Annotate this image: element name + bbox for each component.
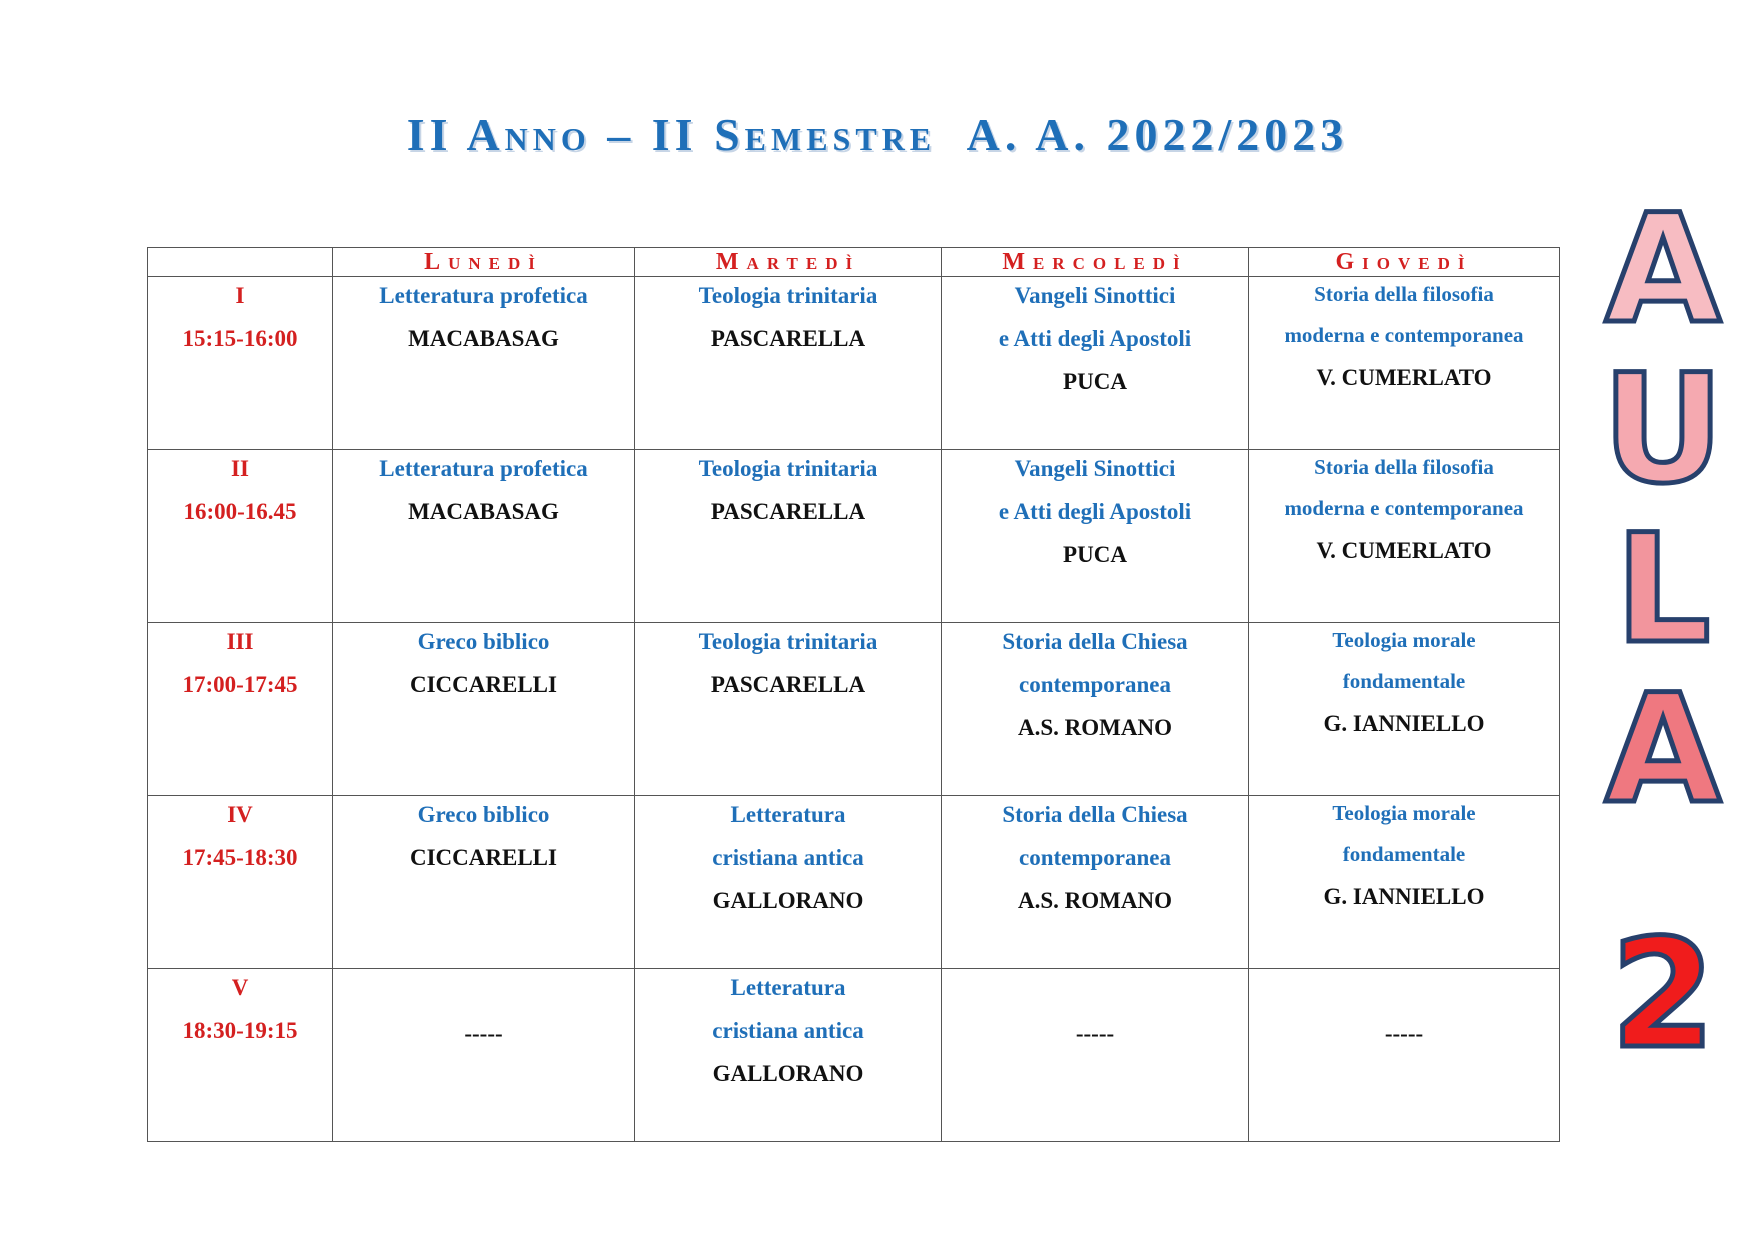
teacher-name: PUCA	[1063, 542, 1127, 567]
slot-time: 16:00-16.45	[183, 499, 297, 524]
teacher-name: PUCA	[1063, 369, 1127, 394]
course-name: Letteratura profetica	[379, 456, 588, 481]
slot-time: 18:30-19:15	[182, 1018, 298, 1043]
slot-number: V	[231, 975, 249, 1000]
time-slot-row	[148, 277, 1560, 450]
day-header: Mercoledì	[942, 248, 1249, 277]
teacher-name: PASCARELLA	[710, 326, 866, 351]
slot-cell	[148, 277, 333, 450]
course-name: Teologia trinitaria	[698, 456, 878, 481]
lesson-cell	[1249, 969, 1560, 1142]
teacher-name: V. CUMERLATO	[1316, 365, 1492, 390]
lesson-cell	[333, 277, 635, 450]
lesson-cell	[1249, 623, 1560, 796]
teacher-name: GALLORANO	[712, 888, 864, 913]
room-label-char: 2	[1610, 908, 1716, 1082]
lesson-cell	[333, 623, 635, 796]
teacher-name: PASCARELLA	[710, 672, 866, 697]
lesson-cell	[635, 450, 942, 623]
room-label-char: L	[1615, 503, 1711, 677]
time-slot-row	[148, 969, 1560, 1142]
course-name: Vangeli Sinottici	[1014, 456, 1176, 481]
course-name: e Atti degli Apostoli	[998, 326, 1192, 351]
course-name: moderna e contemporanea	[1284, 496, 1524, 520]
teacher-name: A.S. ROMANO	[1018, 715, 1172, 740]
course-name: Greco biblico	[417, 629, 550, 654]
page-title: II Anno – II Semestre A. A. 2022/2023	[406, 109, 1349, 160]
time-slot-row	[148, 450, 1560, 623]
course-name: Teologia trinitaria	[698, 629, 878, 654]
course-name: moderna e contemporanea	[1284, 323, 1524, 347]
teacher-name: CICCARELLI	[410, 672, 557, 697]
teacher-name: G. IANNIELLO	[1323, 884, 1485, 909]
teacher-name: A.S. ROMANO	[1018, 888, 1172, 913]
lesson-cell	[942, 969, 1249, 1142]
day-header: Martedì	[635, 248, 942, 277]
slot-number: II	[231, 456, 249, 481]
teacher-name: PASCARELLA	[710, 499, 866, 524]
course-name: Letteratura	[730, 802, 846, 827]
lesson-cell	[1249, 277, 1560, 450]
lesson-cell	[333, 969, 635, 1142]
course-name: contemporanea	[1018, 672, 1172, 697]
empty-slot: -----	[1384, 1021, 1424, 1046]
course-name: contemporanea	[1018, 845, 1172, 870]
lesson-cell	[333, 450, 635, 623]
course-name: Letteratura	[730, 975, 846, 1000]
timetable-body	[148, 277, 1560, 1142]
time-slot-row	[148, 623, 1560, 796]
course-name: Teologia morale	[1332, 628, 1476, 652]
course-name: Storia della Chiesa	[1002, 802, 1188, 827]
course-name: e Atti degli Apostoli	[998, 499, 1192, 524]
header-corner	[148, 248, 333, 277]
slot-cell	[148, 623, 333, 796]
slot-number: I	[235, 283, 245, 308]
room-label-char: A	[1604, 183, 1722, 357]
lesson-cell	[942, 450, 1249, 623]
lesson-cell	[942, 796, 1249, 969]
empty-slot: -----	[1075, 1021, 1115, 1046]
slot-number: IV	[227, 802, 253, 827]
lesson-cell	[942, 277, 1249, 450]
lesson-cell	[635, 277, 942, 450]
teacher-name: V. CUMERLATO	[1316, 538, 1492, 563]
timetable	[147, 247, 1560, 1142]
day-header: Giovedì	[1249, 248, 1560, 277]
slot-cell	[148, 796, 333, 969]
empty-slot: -----	[464, 1021, 503, 1046]
course-name: Teologia morale	[1332, 801, 1476, 825]
header-row	[148, 248, 1560, 277]
teacher-name: MACABASAG	[408, 326, 559, 351]
room-label-char: U	[1602, 343, 1724, 517]
teacher-name: GALLORANO	[712, 1061, 864, 1086]
slot-number: III	[226, 629, 254, 654]
course-name: Storia della Chiesa	[1002, 629, 1188, 654]
room-label-char: A	[1604, 663, 1722, 837]
slot-time: 15:15-16:00	[182, 326, 298, 351]
lesson-cell	[942, 623, 1249, 796]
lesson-cell	[1249, 450, 1560, 623]
slot-time: 17:45-18:30	[182, 845, 298, 870]
course-name: Vangeli Sinottici	[1014, 283, 1176, 308]
slot-cell	[148, 450, 333, 623]
course-name: cristiana antica	[712, 845, 864, 870]
course-name: Greco biblico	[417, 802, 550, 827]
time-slot-row	[148, 796, 1560, 969]
lesson-cell	[333, 796, 635, 969]
lesson-cell	[1249, 796, 1560, 969]
lesson-cell	[635, 623, 942, 796]
slot-cell	[148, 969, 333, 1142]
course-name: fondamentale	[1342, 842, 1466, 866]
course-name: Letteratura profetica	[379, 283, 588, 308]
teacher-name: CICCARELLI	[410, 845, 557, 870]
day-header: Lunedì	[333, 248, 635, 277]
course-name: fondamentale	[1342, 669, 1466, 693]
course-name: cristiana antica	[712, 1018, 864, 1043]
teacher-name: G. IANNIELLO	[1323, 711, 1485, 736]
course-name: Storia della filosofia	[1314, 455, 1494, 479]
slot-time: 17:00-17:45	[182, 672, 298, 697]
course-name: Teologia trinitaria	[698, 283, 878, 308]
lesson-cell	[635, 969, 942, 1142]
teacher-name: MACABASAG	[408, 499, 559, 524]
lesson-cell	[635, 796, 942, 969]
course-name: Storia della filosofia	[1314, 282, 1494, 306]
